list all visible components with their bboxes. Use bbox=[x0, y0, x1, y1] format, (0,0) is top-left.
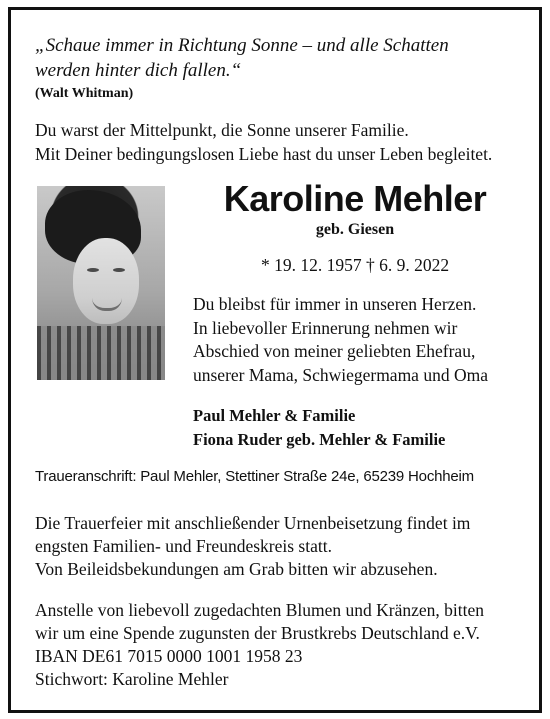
intro-line-1: Du warst der Mittelpunkt, die Sonne unserer Familie. bbox=[35, 120, 409, 140]
donation-iban: IBAN DE61 7015 0000 1001 1958 23 bbox=[35, 646, 303, 666]
ceremony-text bbox=[35, 512, 528, 581]
signer-2: Fiona Ruder geb. Mehler & Familie bbox=[193, 430, 446, 449]
quote bbox=[35, 33, 528, 83]
quote-line-2: werden hinter dich fallen.“ bbox=[35, 60, 242, 81]
farewell-line-2: In liebevoller Erinnerung nehmen wir bbox=[193, 317, 458, 338]
portrait-shirt bbox=[37, 326, 165, 380]
farewell-line-1: Du bleibst für immer in unseren Herzen. bbox=[193, 294, 477, 314]
portrait-eye bbox=[87, 268, 99, 272]
farewell-line-3: Abschied von meiner geliebten Ehefrau, bbox=[193, 341, 476, 361]
portrait-photo bbox=[37, 186, 165, 380]
farewell-text bbox=[193, 293, 513, 387]
quote-line-1: „Schaue immer in Richtung Sonne – und alle Schatten bbox=[35, 35, 449, 56]
ceremony-line-2: engsten Familien- und Freundeskreis statt. bbox=[35, 536, 332, 556]
signer-1: Paul Mehler & Familie bbox=[193, 406, 356, 425]
farewell-line-4: unserer Mama, Schwiegermama und Oma bbox=[193, 364, 488, 385]
donation-line-2: wir um eine Spende zugunsten der Brustkrebs Deutschland e.V. bbox=[35, 623, 480, 643]
donation-line-1: Anstelle von liebevoll zugedachten Blumen und Kränzen, bitten bbox=[35, 600, 485, 620]
portrait-face bbox=[73, 238, 139, 324]
mourning-address: Traueranschrift: Paul Mehler, Stettiner Straße 24e, 65239 Hochheim bbox=[35, 468, 474, 485]
deceased-name: Karoline Mehler bbox=[223, 178, 487, 219]
portrait-eye bbox=[113, 268, 125, 272]
donation-text bbox=[35, 599, 528, 691]
intro-line-2: Mit Deiner bedingungslosen Liebe hast du unser Leben begleitet. bbox=[35, 144, 493, 164]
donation-keyword: Stichwort: Karoline Mehler bbox=[35, 669, 229, 689]
quote-author: (Walt Whitman) bbox=[35, 86, 134, 101]
deceased-birth-name: geb. Giesen bbox=[315, 221, 395, 238]
signers bbox=[193, 404, 513, 452]
life-dates: * 19. 12. 1957 † 6. 9. 2022 bbox=[260, 255, 450, 275]
intro-text bbox=[35, 118, 528, 166]
ceremony-line-3: Von Beileidsbekundungen am Grab bitten wir abzusehen. bbox=[35, 559, 438, 579]
ceremony-line-1: Die Trauerfeier mit anschließender Urnenbeisetzung findet im bbox=[35, 513, 471, 533]
